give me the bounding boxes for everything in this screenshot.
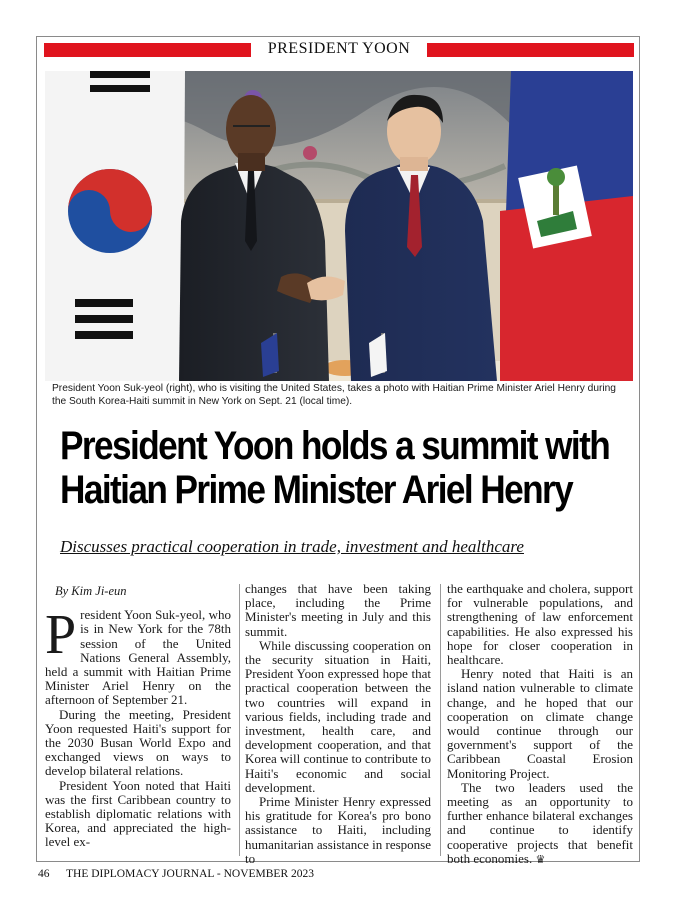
- paragraph-2: During the meeting, President Yoon requested Haiti's support for the 2030 Busan World Expo and exchanged views on ways to develop bilateral relations.: [45, 706, 231, 779]
- paragraph-5-part-2: the earthquake and cholera, support for vulnerable populations, and strengthening of law enforcement capabilities. He also expressed his hope for closer cooperation in healthcare.: [447, 581, 633, 668]
- publication-name: THE DIPLOMACY JOURNAL - NOVEMBER 2023: [66, 868, 314, 880]
- article-column-3: [447, 582, 633, 867]
- paragraph-1-text: resident Yoon Suk-yeol, who is in New York for the 78th session of the United Nations General Assembly, held a summit with Haitian Prime Minister Ariel Henry on the afternoon of September 21.: [45, 607, 231, 708]
- section-label: PRESIDENT YOON: [267, 40, 411, 57]
- page-number: 46: [38, 868, 50, 880]
- paragraph-7: [447, 781, 633, 867]
- headline-line-2: Haitian Prime Minister Ariel Henry: [60, 468, 573, 512]
- paragraph-4: While discussing cooperation on the security situation in Haiti, President Yoon expressed hope that practical cooperation between the two countries will expand in various fields, including trade and investment, health care, and development cooperation, and that Korea will continue to contribute to Haiti's economic and social development.: [245, 637, 431, 795]
- article-column-1: [45, 582, 231, 850]
- paragraph-7-text: The two leaders used the meeting as an opportunity to further enhance bilateral exchanges and continue to identify cooperative projects that benefit both economies.: [447, 779, 633, 866]
- paragraph-1: [45, 604, 231, 708]
- paragraph-3-part-2: changes that have been taking place, including the Prime Minister's meeting in July and this summit.: [245, 581, 431, 639]
- section-bar-left: [44, 43, 251, 57]
- page-footer: [38, 868, 314, 880]
- drop-cap: P: [45, 604, 77, 667]
- paragraph-5-part-1: Prime Minister Henry expressed his gratitude for Korea's pro bono assistance to Haiti, including humanitarian assistance in response to: [245, 794, 431, 866]
- end-mark-icon: ♛: [535, 852, 546, 866]
- section-header: [44, 42, 634, 58]
- article-column-2: [245, 582, 431, 866]
- photo-caption: President Yoon Suk-yeol (right), who is visiting the United States, takes a photo with Haitian Prime Minister Ariel Henry during the South Korea-Haiti summit in New York on Sept. 21 (local time).: [52, 383, 616, 407]
- paragraph-3-part-1: President Yoon noted that Haiti was the first Caribbean country to establish diplomatic relations with Korea, and appreciated the high-level ex-: [45, 777, 231, 850]
- section-bar-right: [427, 43, 634, 57]
- headline: [60, 424, 610, 512]
- summit-photo: [45, 71, 633, 381]
- column-divider-2: [440, 584, 441, 856]
- subheadline: Discusses practical cooperation in trade, investment and healthcare: [60, 537, 524, 556]
- column-divider-1: [239, 584, 240, 856]
- byline: By Kim Ji-eun: [55, 584, 127, 598]
- headline-line-1: President Yoon holds a summit with: [60, 424, 610, 468]
- paragraph-6: Henry noted that Haiti is an island nation vulnerable to climate change, and he hoped that our cooperation on climate change would continue through our government's support of the Caribbean Coastal Erosion Monitoring Project.: [447, 666, 633, 781]
